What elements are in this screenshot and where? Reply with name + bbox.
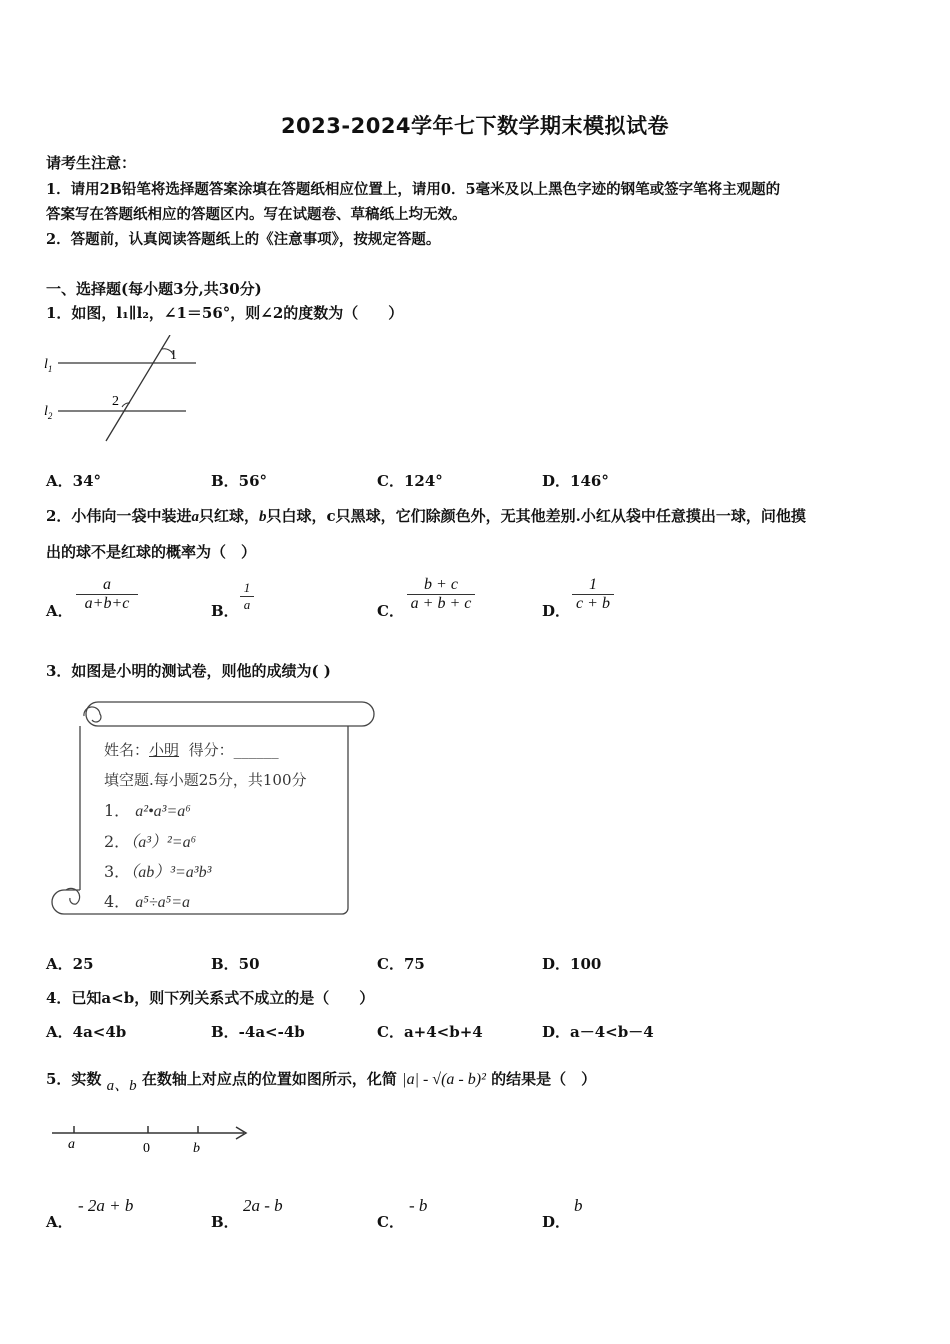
q2-option-c-fraction: b + c a + b + c bbox=[407, 576, 475, 613]
q2-option-a-fraction: a a+b+c bbox=[76, 576, 138, 613]
q5-option-c-label[interactable]: C． bbox=[377, 1213, 404, 1231]
q4-option-a[interactable]: A．4a<4b bbox=[46, 1023, 127, 1041]
q3-stem: 3．如图是小明的测试卷，则他的成绩为( ) bbox=[46, 662, 331, 680]
section-heading: 一、选择题(每小题3分,共30分) bbox=[46, 280, 262, 298]
q1-option-a[interactable]: A．34° bbox=[46, 472, 102, 490]
scroll-item-4: 4． a⁵÷a⁵=a bbox=[104, 892, 190, 911]
q1-stem: 1．如图，l₁∥l₂，∠1＝56°，则∠2的度数为（ ） bbox=[46, 304, 404, 322]
q5-option-c-value: - b bbox=[409, 1196, 428, 1215]
q3-option-a[interactable]: A．25 bbox=[46, 955, 94, 973]
q2-option-b-fraction: 1 a bbox=[240, 580, 254, 613]
q5-option-b-value: 2a - b bbox=[243, 1196, 283, 1215]
notice-line-1: 1．请用2B铅笔将选择题答案涂填在答题纸相应位置上，请用0．5毫米及以上黑色字迹的钢笔或签字笔将主观题的 bbox=[46, 181, 781, 198]
q3-scroll-figure bbox=[50, 694, 380, 924]
notice-heading: 请考生注意： bbox=[46, 154, 137, 172]
q4-option-d[interactable]: D．a－4<b－4 bbox=[542, 1023, 654, 1041]
scroll-item-2: 2．（a³）²=a⁶ bbox=[104, 832, 197, 851]
notice-line-2: 2．答题前，认真阅读答题纸上的《注意事项》，按规定答题。 bbox=[46, 231, 441, 248]
notice-line-1b: 答案写在答题纸相应的答题区内。写在试题卷、草稿纸上均无效。 bbox=[46, 206, 467, 223]
q4-option-b[interactable]: B．-4a<-4b bbox=[211, 1023, 305, 1041]
q5-number-line bbox=[48, 1122, 258, 1162]
q4-option-c[interactable]: C．a+4<b+4 bbox=[377, 1023, 483, 1041]
scroll-item-3: 3．（ab）³=a³b³ bbox=[104, 862, 212, 881]
q3-option-c[interactable]: C．75 bbox=[377, 955, 425, 973]
q1-option-b[interactable]: B．56° bbox=[211, 472, 268, 490]
angle-1-label: 1 bbox=[170, 348, 177, 363]
q2-option-d-label[interactable]: D． bbox=[542, 602, 571, 620]
q2-stem-line1: 2．小伟向一袋中装进a只红球，b只白球，c只黑球，它们除颜色外，无其他差别.小红从袋中任意摸出一球，问他摸 bbox=[46, 507, 806, 525]
axis-label-a: a bbox=[68, 1137, 75, 1152]
q5-option-d-label[interactable]: D． bbox=[542, 1213, 571, 1231]
angle-2-label: 2 bbox=[112, 394, 119, 409]
scroll-item-1: 1． a²•a³=a⁶ bbox=[104, 801, 191, 820]
q5-option-a-label[interactable]: A． bbox=[46, 1213, 73, 1231]
q2-option-d-fraction: 1 c + b bbox=[572, 576, 614, 613]
l2-label: $l_2$ bbox=[44, 404, 53, 421]
scroll-description: 填空题.每小题25分，共100分 bbox=[104, 771, 307, 789]
transversal bbox=[106, 335, 170, 441]
axis-label-b: b bbox=[193, 1141, 200, 1156]
q5-option-d-value: b bbox=[574, 1196, 583, 1215]
page-title: 2023-2024学年七下数学期末模拟试卷 bbox=[280, 114, 670, 138]
q5-expression: |a| - √(a - b)² bbox=[402, 1071, 486, 1088]
q1-figure bbox=[40, 335, 210, 450]
scroll-name-row: 姓名：小明 得分：______ bbox=[104, 741, 279, 759]
q5-option-a-value: - 2a + b bbox=[78, 1196, 134, 1215]
q2-option-b-label[interactable]: B． bbox=[211, 602, 239, 620]
q2-option-c-label[interactable]: C． bbox=[377, 602, 404, 620]
q4-stem: 4．已知a<b，则下列关系式不成立的是（ ） bbox=[46, 989, 375, 1007]
q2-option-a-label[interactable]: A． bbox=[46, 602, 73, 620]
q3-option-d[interactable]: D．100 bbox=[542, 955, 602, 973]
q5-option-b-label[interactable]: B． bbox=[211, 1213, 239, 1231]
l1-label: $l_1$ bbox=[44, 357, 53, 374]
q5-stem: 5．实数 a、b 在数轴上对应点的位置如图所示，化简 |a| - √(a - b)² 的结果是（ ） bbox=[46, 1070, 597, 1094]
q1-option-d[interactable]: D．146° bbox=[542, 472, 609, 490]
axis-label-zero: 0 bbox=[143, 1141, 150, 1156]
q1-option-c[interactable]: C．124° bbox=[377, 472, 443, 490]
q2-stem-line2: 出的球不是红球的概率为（ ） bbox=[46, 543, 257, 561]
q3-option-b[interactable]: B．50 bbox=[211, 955, 260, 973]
